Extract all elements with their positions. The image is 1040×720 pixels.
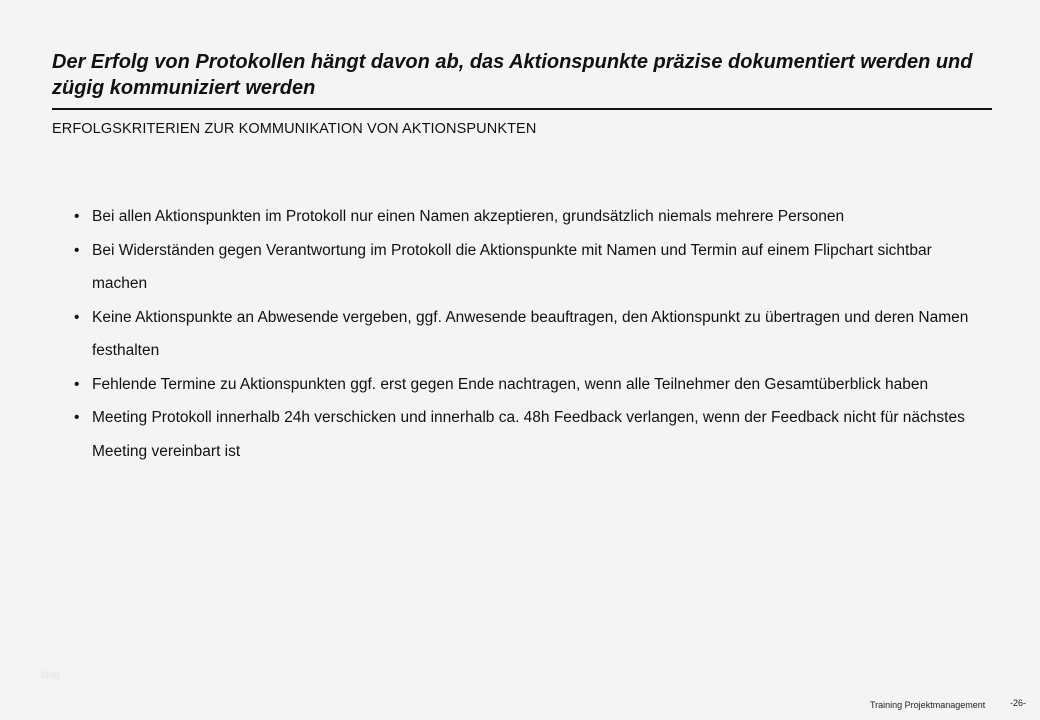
bullet-item (74, 401, 974, 468)
page-number: -26- (1010, 698, 1027, 708)
bullet-text: Keine Aktionspunkte an Abwesende vergeben, ggf. Anwesende beauftragen, den Aktionspunkt zu übertragen und deren Namen festhalten (92, 308, 969, 359)
bullet-text: Bei allen Aktionspunkten im Protokoll nur einen Namen akzeptieren, grundsätzlich niemals mehrere Personen (92, 208, 845, 225)
bullet-item (74, 200, 974, 234)
bullet-marker: • (74, 308, 80, 326)
bullet-marker: • (74, 375, 80, 393)
bullet-list (74, 200, 974, 468)
page-title: Der Erfolg von Protokollen hängt davon ab, das Aktionspunkte präzise dokumentiert werden und zügig kommuniziert werden (52, 51, 973, 99)
bullet-item (74, 234, 974, 301)
title-divider (52, 108, 992, 110)
bullet-marker: • (74, 208, 80, 225)
bullet-marker: • (74, 409, 80, 426)
watermark: blog (41, 670, 60, 681)
bullet-text: Meeting Protokoll innerhalb 24h verschicken und innerhalb ca. 48h Feedback verlangen, wenn der Feedback nicht für nächstes Meeting vereinbart ist (92, 409, 965, 460)
bullet-item (74, 301, 974, 368)
bullet-item (74, 368, 974, 402)
bullet-text: Fehlende Termine zu Aktionspunkten ggf. erst gegen Ende nachtragen, wenn alle Teilnehmer den Gesamtüberblick haben (92, 375, 929, 393)
bullet-text: Bei Widerständen gegen Verantwortung im Protokoll die Aktionspunkte mit Namen und Termin auf einem Flipchart sichtbar machen (92, 241, 932, 292)
bullet-marker: • (74, 241, 80, 259)
footer-label: Training Projektmanagement (870, 700, 986, 710)
section-subtitle: ERFOLGSKRITERIEN ZUR KOMMUNIKATION VON AKTIONSPUNKTEN (52, 121, 537, 137)
